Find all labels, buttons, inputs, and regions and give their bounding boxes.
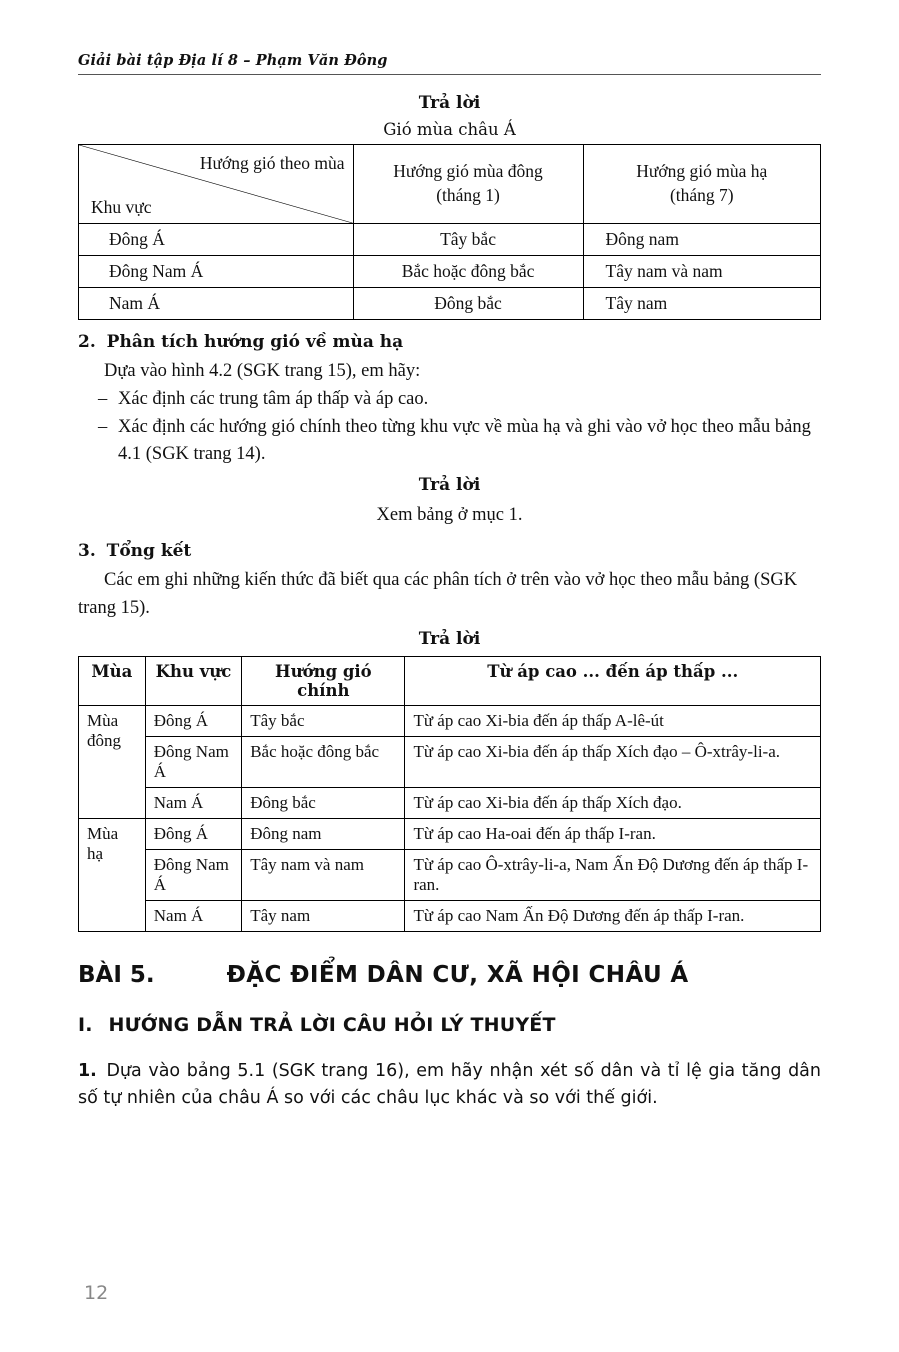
dash-icon: – bbox=[98, 416, 108, 437]
answer-label-1: Trả lời bbox=[418, 93, 481, 113]
table1-winter-3: Đông bắc bbox=[353, 288, 583, 320]
table1-region-1: Đông Á bbox=[79, 224, 354, 256]
running-head: Giải bài tập Địa lí 8 – Phạm Văn Đông bbox=[78, 52, 821, 75]
question-1-number: 1. bbox=[78, 1060, 97, 1081]
table1-header-summer bbox=[583, 145, 820, 224]
table2-pressure-w1: Từ áp cao Xi-bia đến áp thấp A-lê-út bbox=[405, 705, 821, 736]
table2-wind-s2: Tây nam và nam bbox=[242, 849, 405, 900]
table1-header-summer-line1: Hướng gió mùa hạ bbox=[636, 161, 768, 182]
section-3-title: Tổng kết bbox=[106, 541, 192, 561]
section-2-bullet-2 bbox=[78, 414, 821, 470]
section-3-heading bbox=[78, 541, 821, 561]
section-3-body: Các em ghi những kiến thức đã biết qua các phân tích ở trên vào vở học theo mẫu bảng (SGK trang 15). bbox=[78, 570, 798, 618]
table2-col-wind: Hướng gió chính bbox=[242, 656, 405, 705]
table2-pressure-s2: Từ áp cao Ô-xtrây-li-a, Nam Ấn Độ Dương đến áp thấp I-ran. bbox=[405, 849, 821, 900]
page-number: 12 bbox=[84, 1282, 109, 1304]
table1-region-3: Nam Á bbox=[79, 288, 354, 320]
table-row bbox=[79, 787, 821, 818]
table-row bbox=[79, 288, 821, 320]
table2-wind-w2: Bắc hoặc đông bắc bbox=[242, 736, 405, 787]
monsoon-wind-table bbox=[78, 144, 821, 320]
table2-pressure-w2: Từ áp cao Xi-bia đến áp thấp Xích đạo – Ô-xtrây-li-a. bbox=[405, 736, 821, 787]
table2-season-winter: Mùa đông bbox=[79, 705, 146, 818]
lesson-title bbox=[78, 962, 821, 988]
table1-header-summer-line2: (tháng 7) bbox=[669, 185, 734, 205]
lesson-name: ĐẶC ĐIỂM DÂN CƯ, XÃ HỘI CHÂU Á bbox=[226, 961, 689, 988]
section-2-bullet-1 bbox=[78, 386, 821, 414]
table2-region-s1: Đông Á bbox=[145, 818, 241, 849]
table2-region-w1: Đông Á bbox=[145, 705, 241, 736]
table1-corner-cell bbox=[79, 145, 354, 224]
table2-region-s2: Đông Nam Á bbox=[145, 849, 241, 900]
season-pressure-table bbox=[78, 656, 821, 932]
section-2-heading bbox=[78, 332, 821, 352]
table2-region-s3: Nam Á bbox=[145, 900, 241, 931]
table1-header-winter-line1: Hướng gió mùa đông bbox=[393, 161, 543, 182]
section-2-bullet-2-text: Xác định các hướng gió chính theo từng khu vực về mùa hạ và ghi vào vở học theo mẫu bảng 4.1 (SGK trang 14). bbox=[118, 416, 811, 465]
table2-pressure-s1: Từ áp cao Ha-oai đến áp thấp I-ran. bbox=[405, 818, 821, 849]
table-row bbox=[79, 900, 821, 931]
table2-wind-s1: Đông nam bbox=[242, 818, 405, 849]
section-2-title: Phân tích hướng gió về mùa hạ bbox=[106, 332, 404, 352]
table1-corner-top-label: Hướng gió theo mùa bbox=[199, 153, 345, 173]
part-1-heading bbox=[78, 1014, 821, 1036]
table1-region-2: Đông Nam Á bbox=[79, 256, 354, 288]
question-1-text: Dựa vào bảng 5.1 (SGK trang 16), em hãy nhận xét số dân và tỉ lệ gia tăng dân số tự nhiên của châu Á so với các châu lục khác và so với thế giới. bbox=[78, 1060, 821, 1108]
table2-header-row bbox=[79, 656, 821, 705]
table1-winter-1: Tây bắc bbox=[353, 224, 583, 256]
table-row bbox=[79, 818, 821, 849]
section-3-number: 3. bbox=[78, 541, 96, 561]
table2-wind-w1: Tây bắc bbox=[242, 705, 405, 736]
table1-summer-1: Đông nam bbox=[583, 224, 820, 256]
table1-winter-2: Bắc hoặc đông bắc bbox=[353, 256, 583, 288]
question-1 bbox=[78, 1058, 821, 1112]
part-1-number: I. bbox=[78, 1013, 93, 1036]
table1-header-winter bbox=[353, 145, 583, 224]
section-2-number: 2. bbox=[78, 332, 96, 352]
answer-label-3: Trả lời bbox=[418, 628, 481, 649]
table-row bbox=[79, 736, 821, 787]
table2-col-region: Khu vực bbox=[145, 656, 241, 705]
table2-wind-s3: Tây nam bbox=[242, 900, 405, 931]
table1-summer-3: Tây nam bbox=[583, 288, 820, 320]
table2-pressure-s3: Từ áp cao Nam Ấn Độ Dương đến áp thấp I-ran. bbox=[405, 900, 821, 931]
table1-header-winter-line2: (tháng 1) bbox=[436, 185, 500, 205]
section-2-bullet-1-text: Xác định các trung tâm áp thấp và áp cao. bbox=[118, 388, 429, 409]
table1-corner-bottom-label: Khu vực bbox=[91, 197, 152, 217]
table1-summer-2: Tây nam và nam bbox=[583, 256, 820, 288]
table2-region-w3: Nam Á bbox=[145, 787, 241, 818]
table2-col-season: Mùa bbox=[79, 656, 146, 705]
table-row bbox=[79, 145, 821, 224]
answer-label-2: Trả lời bbox=[418, 475, 481, 495]
table2-season-summer: Mùa hạ bbox=[79, 818, 146, 931]
table1-caption: Gió mùa châu Á bbox=[383, 120, 516, 139]
table2-wind-w3: Đông bắc bbox=[242, 787, 405, 818]
table-row bbox=[79, 224, 821, 256]
table-row bbox=[79, 256, 821, 288]
table2-pressure-w3: Từ áp cao Xi-bia đến áp thấp Xích đạo. bbox=[405, 787, 821, 818]
section-2-lead: Dựa vào hình 4.2 (SGK trang 15), em hãy: bbox=[104, 361, 421, 381]
table-row bbox=[79, 849, 821, 900]
dash-icon: – bbox=[98, 388, 108, 409]
lesson-number: BÀI 5. bbox=[78, 961, 155, 988]
table2-col-pressure: Từ áp cao ... đến áp thấp ... bbox=[405, 656, 821, 705]
part-1-title: HƯỚNG DẪN TRẢ LỜI CÂU HỎI LÝ THUYẾT bbox=[108, 1013, 556, 1036]
table-row bbox=[79, 705, 821, 736]
table2-region-w2: Đông Nam Á bbox=[145, 736, 241, 787]
section-2-answer: Xem bảng ở mục 1. bbox=[376, 505, 523, 525]
